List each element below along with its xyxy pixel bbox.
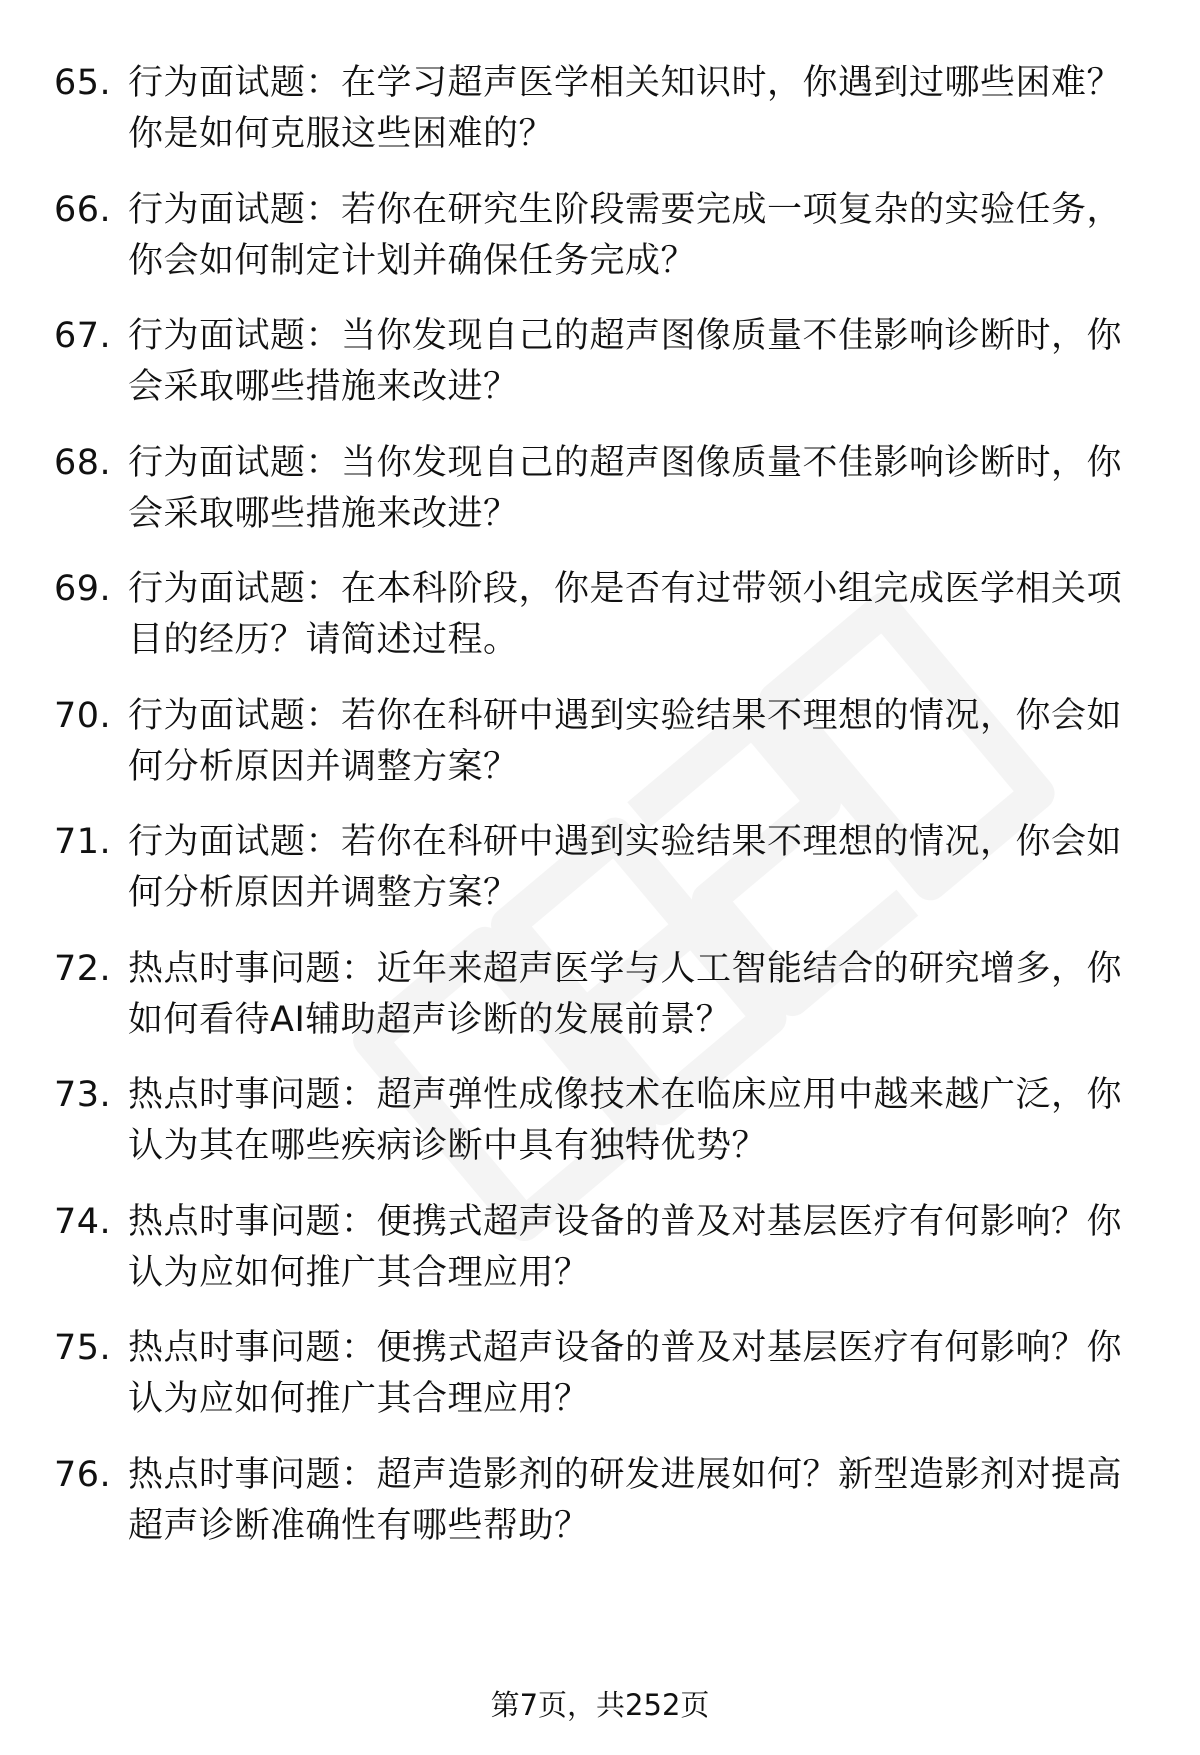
list-item bbox=[54, 185, 1144, 287]
question-number: 67. bbox=[54, 316, 112, 356]
list-item bbox=[54, 438, 1144, 540]
question-text: 热点时事问题：超声造影剂的研发进展如何？新型造影剂对提高超声诊断准确性有哪些帮助？ bbox=[128, 1454, 1123, 1546]
question-text: 行为面试题：若你在科研中遇到实验结果不理想的情况，你会如何分析原因并调整方案？ bbox=[128, 822, 1123, 913]
list-item bbox=[54, 1450, 1144, 1552]
question-number: 70. bbox=[54, 695, 112, 736]
question-number: 69. bbox=[54, 569, 112, 609]
question-text: 热点时事问题：便携式超声设备的普及对基层医疗有何影响？你认为应如何推广其合理应用？ bbox=[128, 1328, 1123, 1419]
question-text: 热点时事问题：近年来超声医学与人工智能结合的研究增多，你如何看待AI辅助超声诊断的发展前景？ bbox=[128, 948, 1123, 1040]
page-footer: 第7页，共252页 bbox=[490, 1688, 710, 1722]
list-item bbox=[54, 1323, 1144, 1425]
question-number: 66. bbox=[54, 189, 112, 230]
question-number: 65. bbox=[54, 63, 112, 103]
list-item bbox=[54, 944, 1144, 1046]
question-number: 71. bbox=[54, 822, 112, 862]
question-list bbox=[54, 58, 1144, 1576]
question-text: 热点时事问题：超声弹性成像技术在临床应用中越来越广泛，你认为其在哪些疾病诊断中具有独特优势？ bbox=[128, 1075, 1123, 1166]
list-item bbox=[54, 1197, 1144, 1299]
list-item bbox=[54, 58, 1144, 160]
question-number: 76. bbox=[54, 1454, 112, 1495]
question-text: 行为面试题：当你发现自己的超声图像质量不佳影响诊断时，你会采取哪些措施来改进？ bbox=[128, 316, 1123, 407]
question-text: 行为面试题：当你发现自己的超声图像质量不佳影响诊断时，你会采取哪些措施来改进？ bbox=[128, 442, 1123, 534]
question-text: 行为面试题：若你在科研中遇到实验结果不理想的情况，你会如何分析原因并调整方案？ bbox=[128, 695, 1123, 787]
list-item bbox=[54, 1070, 1144, 1172]
question-number: 75. bbox=[54, 1328, 112, 1368]
question-text: 行为面试题：在本科阶段，你是否有过带领小组完成医学相关项目的经历？请简述过程。 bbox=[128, 569, 1123, 660]
list-item bbox=[54, 564, 1144, 666]
question-number: 73. bbox=[54, 1075, 112, 1115]
question-number: 68. bbox=[54, 442, 112, 483]
list-item bbox=[54, 691, 1144, 793]
list-item bbox=[54, 817, 1144, 919]
question-text: 行为面试题：在学习超声医学相关知识时，你遇到过哪些困难？你是如何克服这些困难的？ bbox=[128, 63, 1123, 154]
list-item bbox=[54, 311, 1144, 413]
question-number: 72. bbox=[54, 948, 112, 989]
question-text: 热点时事问题：便携式超声设备的普及对基层医疗有何影响？你认为应如何推广其合理应用？ bbox=[128, 1201, 1123, 1293]
question-number: 74. bbox=[54, 1201, 112, 1242]
question-text: 行为面试题：若你在研究生阶段需要完成一项复杂的实验任务，你会如何制定计划并确保任务完成？ bbox=[128, 189, 1123, 281]
